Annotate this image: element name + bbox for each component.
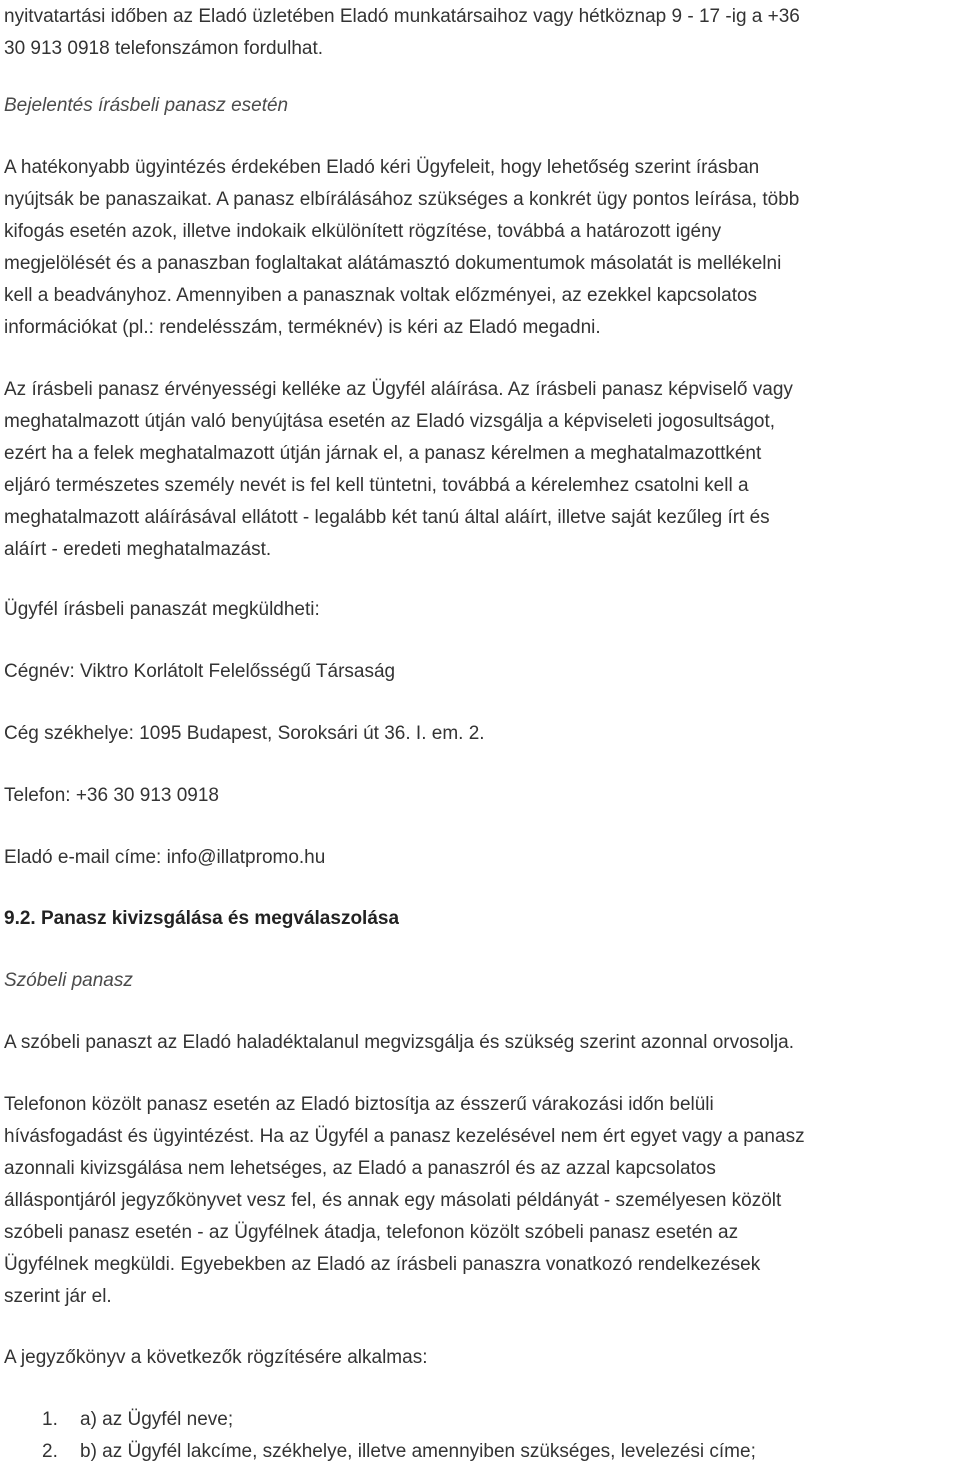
- numbered-list: [42, 1404, 756, 1468]
- list-item-text: b) az Ügyfél lakcíme, székhelye, illetve amennyiben szükséges, levelezési címe;: [80, 1441, 756, 1462]
- text-line: eljáró természetes személy nevét is fel kell tüntetni, továbbá a kérelemhez csatolni kell a: [4, 475, 749, 496]
- send-intro: Ügyfél írásbeli panaszát megküldheti:: [4, 599, 320, 620]
- protocol-intro: A jegyzőkönyv a következők rögzítésére alkalmas:: [4, 1347, 428, 1368]
- text-line: azonnali kivizsgálása nem lehetséges, az Eladó a panaszról és az azzal kapcsolatos: [4, 1158, 716, 1179]
- text-line: információkat (pl.: rendelésszám, terméknév) is kéri az Eladó megadni.: [4, 317, 601, 338]
- phone-number: Telefon: +36 30 913 0918: [4, 785, 219, 806]
- text-line: hívásfogadást és ügyintézést. Ha az Ügyfél a panasz kezelésével nem ért egyet vagy a panasz: [4, 1126, 805, 1147]
- list-item-text: a) az Ügyfél neve;: [80, 1409, 234, 1430]
- text-line: Ügyfélnek megküldi. Egyebekben az Eladó az írásbeli panaszra vonatkozó rendelkezések: [4, 1254, 761, 1275]
- text-line: meghatalmazott útján való benyújtása esetén az Eladó vizsgálja a képviseleti jogosultságot,: [4, 411, 776, 432]
- heading-written-complaint: Bejelentés írásbeli panasz esetén: [4, 95, 289, 116]
- list-item-number: 1.: [42, 1409, 58, 1430]
- text-line: megjelölését és a panaszban foglaltakat alátámasztó dokumentumok másolatát is mellékelni: [4, 253, 782, 274]
- text-line: szóbeli panasz esetén - az Ügyfélnek átadja, telefonon közölt szóbeli panasz esetén az: [4, 1222, 739, 1243]
- company-name: Cégnév: Viktro Korlátolt Felelősségű Társaság: [4, 661, 396, 682]
- paragraph-written-complaint: [4, 152, 799, 344]
- text-line: A hatékonyabb ügyintézés érdekében Eladó kéri Ügyfeleit, hogy lehetőség szerint írásban: [4, 157, 760, 178]
- paragraph-phone-complaint: [4, 1089, 805, 1313]
- heading-oral-complaint: Szóbeli panasz: [4, 970, 133, 991]
- text-line: Telefonon közölt panasz esetén az Eladó biztosítja az ésszerű várakozási időn belüli: [4, 1094, 714, 1115]
- text-line: nyújtsák be panaszaikat. A panasz elbírálásához szükséges a konkrét ügy pontos leírása, több: [4, 189, 800, 210]
- text-line: nyitvatartási időben az Eladó üzletében Eladó munkatársaihoz vagy hétköznap 9 - 17 -ig a +36: [4, 6, 800, 27]
- paragraph-signature-validity: [4, 374, 793, 566]
- text-line: meghatalmazott aláírásával ellátott - legalább két tanú által aláírt, illetve saját kezűleg írt és: [4, 507, 770, 528]
- list-item: [42, 1436, 756, 1468]
- list-item-number: 2.: [42, 1441, 58, 1462]
- text-line: álláspontjáról jegyzőkönyvet vesz fel, és annak egy másolati példányát - személyesen közölt: [4, 1190, 782, 1211]
- section-heading-9-2: 9.2. Panasz kivizsgálása és megválaszolása: [4, 908, 400, 929]
- text-line: aláírt - eredeti meghatalmazást.: [4, 539, 272, 560]
- list-item: [42, 1404, 756, 1436]
- company-seat: Cég székhelye: 1095 Budapest, Soroksári út 36. I. em. 2.: [4, 723, 485, 744]
- text-line: Az írásbeli panasz érvényességi kelléke az Ügyfél aláírása. Az írásbeli panasz képviselő vagy: [4, 379, 793, 400]
- email-address: Eladó e-mail címe: info@illatpromo.hu: [4, 847, 326, 868]
- text-line: kifogás esetén azok, illetve indokaik elkülönített rögzítése, továbbá a határozott igény: [4, 221, 722, 242]
- text-line: ezért ha a felek meghatalmazott útján járnak el, a panasz kérelmen a meghatalmazottként: [4, 443, 762, 464]
- paragraph-oral-complaint: A szóbeli panaszt az Eladó haladéktalanul megvizsgálja és szükség szerint azonnal orvosolja.: [4, 1032, 795, 1053]
- paragraph-opening-hours: [4, 1, 800, 65]
- text-line: szerint jár el.: [4, 1286, 112, 1307]
- text-line: kell a beadványhoz. Amennyiben a panasznak voltak előzményei, az ezekkel kapcsolatos: [4, 285, 758, 306]
- text-line: 30 913 0918 telefonszámon fordulhat.: [4, 38, 324, 59]
